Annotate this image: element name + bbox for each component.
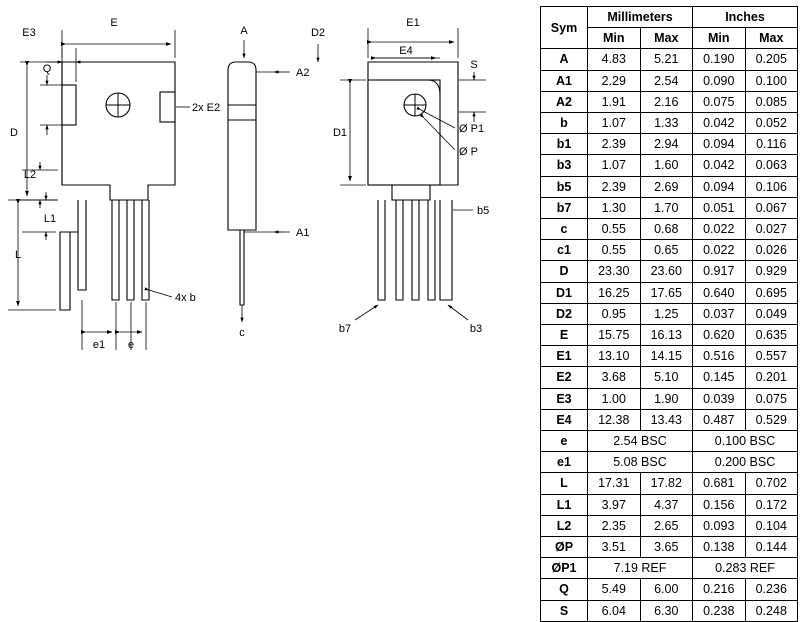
table-row — [541, 515, 798, 536]
label-e: e — [127, 339, 135, 351]
cell-in-min: 0.094 — [693, 134, 746, 155]
header-sym: Sym — [541, 7, 588, 49]
cell-mm-span: 5.08 BSC — [588, 452, 693, 473]
header-inches: Inches — [693, 7, 798, 28]
label-P1: Ø P1 — [459, 123, 485, 135]
label-c: c — [239, 327, 245, 339]
cell-mm-min: 1.91 — [588, 91, 641, 112]
cell-mm-min: 3.51 — [588, 537, 641, 558]
label-D: D — [10, 127, 18, 139]
cell-in-max: 0.702 — [745, 473, 798, 494]
label-L: L — [14, 249, 22, 261]
cell-mm-min: 13.10 — [588, 346, 641, 367]
cell-mm-max: 2.65 — [640, 515, 693, 536]
header-mm-max: Max — [640, 28, 693, 49]
cell-in-max: 0.067 — [745, 197, 798, 218]
cell-mm-min: 3.68 — [588, 367, 641, 388]
cell-mm-min: 2.35 — [588, 515, 641, 536]
table-row — [541, 303, 798, 324]
cell-in-max: 0.236 — [745, 579, 798, 600]
label-L1: L1 — [43, 213, 57, 225]
cell-mm-max: 14.15 — [640, 346, 693, 367]
cell-in-min: 0.042 — [693, 113, 746, 134]
cell-in-min: 0.090 — [693, 70, 746, 91]
cell-mm-max: 1.90 — [640, 388, 693, 409]
cell-in-min: 0.487 — [693, 409, 746, 430]
cell-in-min: 0.620 — [693, 325, 746, 346]
cell-symbol: E4 — [541, 409, 588, 430]
cell-in-max: 0.172 — [745, 494, 798, 515]
table-row — [541, 558, 798, 579]
cell-in-max: 0.929 — [745, 261, 798, 282]
label-Q: Q — [42, 63, 52, 75]
cell-in-min: 0.037 — [693, 303, 746, 324]
cell-symbol: E — [541, 325, 588, 346]
cell-symbol: L — [541, 473, 588, 494]
cell-in-span: 0.283 REF — [693, 558, 798, 579]
table-row — [541, 282, 798, 303]
cell-in-max: 0.106 — [745, 176, 798, 197]
table-body — [541, 49, 798, 621]
cell-in-min: 0.190 — [693, 49, 746, 70]
header-in-min: Min — [693, 28, 746, 49]
table-header-row-groups — [541, 7, 798, 28]
label-E1: E1 — [406, 17, 420, 29]
cell-in-min: 0.094 — [693, 176, 746, 197]
cell-symbol: ØP1 — [541, 558, 588, 579]
header-millimeters: Millimeters — [588, 7, 693, 28]
label-A1: A1 — [296, 227, 310, 239]
cell-symbol: A — [541, 49, 588, 70]
table-row — [541, 113, 798, 134]
header-mm-min: Min — [588, 28, 641, 49]
label-E4: E4 — [399, 45, 413, 57]
cell-symbol: L2 — [541, 515, 588, 536]
cell-mm-min: 0.55 — [588, 240, 641, 261]
table-row — [541, 600, 798, 621]
table-row — [541, 219, 798, 240]
cell-in-max: 0.049 — [745, 303, 798, 324]
cell-in-max: 0.201 — [745, 367, 798, 388]
cell-mm-span: 7.19 REF — [588, 558, 693, 579]
table-row — [541, 91, 798, 112]
cell-in-max: 0.205 — [745, 49, 798, 70]
label-4xb: 4x b — [175, 292, 196, 304]
cell-mm-min: 1.07 — [588, 155, 641, 176]
cell-mm-min: 4.83 — [588, 49, 641, 70]
cell-mm-min: 2.39 — [588, 176, 641, 197]
cell-mm-min: 15.75 — [588, 325, 641, 346]
table-row — [541, 70, 798, 91]
cell-mm-max: 2.16 — [640, 91, 693, 112]
cell-mm-min: 2.39 — [588, 134, 641, 155]
label-E: E — [110, 17, 118, 29]
cell-in-span: 0.200 BSC — [693, 452, 798, 473]
cell-in-max: 0.104 — [745, 515, 798, 536]
cell-symbol: b5 — [541, 176, 588, 197]
cell-in-max: 0.695 — [745, 282, 798, 303]
table-row — [541, 473, 798, 494]
cell-mm-max: 1.33 — [640, 113, 693, 134]
table-row — [541, 452, 798, 473]
cell-in-max: 0.075 — [745, 388, 798, 409]
cell-mm-max: 17.82 — [640, 473, 693, 494]
detail-view — [368, 62, 458, 300]
cell-mm-max: 5.21 — [640, 49, 693, 70]
cell-symbol: b7 — [541, 197, 588, 218]
cell-in-max: 0.557 — [745, 346, 798, 367]
cell-in-min: 0.093 — [693, 515, 746, 536]
cell-in-min: 0.681 — [693, 473, 746, 494]
cell-in-max: 0.063 — [745, 155, 798, 176]
dimensions-table — [540, 6, 798, 622]
cell-in-min: 0.022 — [693, 240, 746, 261]
cell-in-min: 0.145 — [693, 367, 746, 388]
cell-symbol: e1 — [541, 452, 588, 473]
label-b3: b3 — [469, 323, 483, 335]
cell-mm-max: 6.00 — [640, 579, 693, 600]
label-A2: A2 — [296, 67, 310, 79]
cell-in-min: 0.917 — [693, 261, 746, 282]
cell-symbol: b — [541, 113, 588, 134]
table-row — [541, 537, 798, 558]
cell-mm-min: 6.04 — [588, 600, 641, 621]
cell-mm-min: 5.49 — [588, 579, 641, 600]
cell-mm-max: 1.25 — [640, 303, 693, 324]
cell-in-max: 0.635 — [745, 325, 798, 346]
cell-mm-span: 2.54 BSC — [588, 431, 693, 452]
cell-symbol: c1 — [541, 240, 588, 261]
label-L2: L2 — [23, 169, 37, 181]
cell-symbol: b1 — [541, 134, 588, 155]
cell-symbol: E1 — [541, 346, 588, 367]
cell-mm-min: 2.29 — [588, 70, 641, 91]
cell-symbol: A1 — [541, 70, 588, 91]
cell-in-max: 0.144 — [745, 537, 798, 558]
cell-symbol: E2 — [541, 367, 588, 388]
cell-mm-max: 2.94 — [640, 134, 693, 155]
cell-mm-max: 2.54 — [640, 70, 693, 91]
cell-in-max: 0.116 — [745, 134, 798, 155]
cell-mm-max: 0.65 — [640, 240, 693, 261]
cell-symbol: E3 — [541, 388, 588, 409]
table-row — [541, 431, 798, 452]
cell-mm-max: 16.13 — [640, 325, 693, 346]
cell-mm-max: 1.60 — [640, 155, 693, 176]
cell-symbol: b3 — [541, 155, 588, 176]
cell-mm-min: 3.97 — [588, 494, 641, 515]
cell-mm-max: 5.10 — [640, 367, 693, 388]
front-view — [60, 62, 175, 310]
cell-mm-max: 2.69 — [640, 176, 693, 197]
cell-mm-max: 23.60 — [640, 261, 693, 282]
cell-symbol: ØP — [541, 537, 588, 558]
cell-in-min: 0.051 — [693, 197, 746, 218]
table-row — [541, 325, 798, 346]
cell-in-max: 0.529 — [745, 409, 798, 430]
cell-mm-min: 23.30 — [588, 261, 641, 282]
table-row — [541, 134, 798, 155]
table-row — [541, 409, 798, 430]
cell-in-min: 0.138 — [693, 537, 746, 558]
table-row — [541, 49, 798, 70]
cell-symbol: e — [541, 431, 588, 452]
cell-in-min: 0.516 — [693, 346, 746, 367]
label-S: S — [470, 59, 478, 71]
cell-symbol: D2 — [541, 303, 588, 324]
cell-in-max: 0.026 — [745, 240, 798, 261]
cell-in-min: 0.022 — [693, 219, 746, 240]
side-view — [228, 62, 256, 305]
label-E2: 2x E2 — [192, 102, 221, 114]
cell-mm-min: 0.55 — [588, 219, 641, 240]
cell-mm-min: 0.95 — [588, 303, 641, 324]
cell-mm-min: 1.00 — [588, 388, 641, 409]
table-row — [541, 176, 798, 197]
cell-in-min: 0.238 — [693, 600, 746, 621]
dimensions-table-wrapper — [540, 6, 794, 622]
table-row — [541, 346, 798, 367]
cell-symbol: A2 — [541, 91, 588, 112]
table-row — [541, 388, 798, 409]
table-head — [541, 7, 798, 49]
cell-mm-max: 4.37 — [640, 494, 693, 515]
cell-symbol: L1 — [541, 494, 588, 515]
table-row — [541, 155, 798, 176]
cell-in-max: 0.052 — [745, 113, 798, 134]
label-D1: D1 — [332, 127, 348, 139]
cell-mm-max: 6.30 — [640, 600, 693, 621]
cell-in-min: 0.042 — [693, 155, 746, 176]
label-b7: b7 — [338, 323, 352, 335]
cell-symbol: c — [541, 219, 588, 240]
label-P: Ø P — [459, 146, 478, 158]
cell-in-min: 0.156 — [693, 494, 746, 515]
cell-mm-max: 1.70 — [640, 197, 693, 218]
cell-in-min: 0.640 — [693, 282, 746, 303]
cell-mm-max: 13.43 — [640, 409, 693, 430]
cell-in-max: 0.248 — [745, 600, 798, 621]
label-E3: E3 — [22, 27, 36, 39]
cell-mm-min: 1.30 — [588, 197, 641, 218]
cell-in-min: 0.216 — [693, 579, 746, 600]
table-row — [541, 261, 798, 282]
cell-symbol: Q — [541, 579, 588, 600]
cell-in-max: 0.027 — [745, 219, 798, 240]
cell-symbol: S — [541, 600, 588, 621]
cell-in-max: 0.085 — [745, 91, 798, 112]
table-row — [541, 367, 798, 388]
label-e1: e1 — [92, 339, 106, 351]
cell-mm-max: 17.65 — [640, 282, 693, 303]
table-row — [541, 197, 798, 218]
label-b5: b5 — [477, 205, 490, 217]
label-A: A — [240, 25, 248, 37]
cell-symbol: D — [541, 261, 588, 282]
cell-mm-min: 12.38 — [588, 409, 641, 430]
cell-mm-min: 1.07 — [588, 113, 641, 134]
cell-in-min: 0.075 — [693, 91, 746, 112]
cell-in-min: 0.039 — [693, 388, 746, 409]
cell-mm-max: 3.65 — [640, 537, 693, 558]
cell-mm-max: 0.68 — [640, 219, 693, 240]
table-row — [541, 579, 798, 600]
cell-in-max: 0.100 — [745, 70, 798, 91]
header-in-max: Max — [745, 28, 798, 49]
cell-in-span: 0.100 BSC — [693, 431, 798, 452]
table-row — [541, 240, 798, 261]
cell-mm-min: 16.25 — [588, 282, 641, 303]
table-row — [541, 494, 798, 515]
label-D2: D2 — [310, 27, 326, 39]
cell-mm-min: 17.31 — [588, 473, 641, 494]
cell-symbol: D1 — [541, 282, 588, 303]
